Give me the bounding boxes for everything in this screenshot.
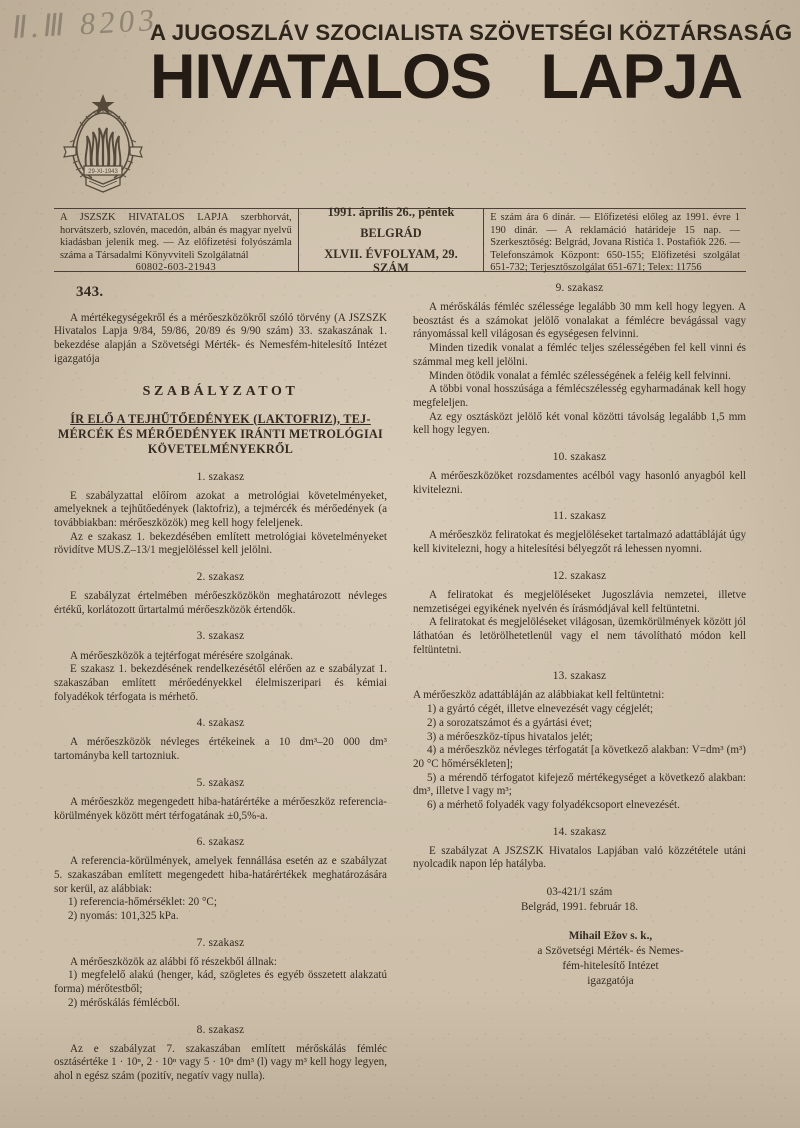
section-1-paragraph-1: E szabályzattal előírom azokat a metrológiai követelményeket, amelyeknek a tejhűtőedények (laktofriz), a tejmércék és mérőedények (a továbbiakban: mérőeszközök) meg kell hogy feleljenek. — [54, 489, 387, 529]
masthead-price-contact-box — [484, 209, 746, 274]
section-13-paragraph-1: A mérőeszköz adattábláján az alábbiakat kell feltüntetni: — [413, 689, 665, 702]
section-7-item-2: 2) mérőskálás fémlécből. — [68, 996, 180, 1009]
signer-name: Mihail Ežov s. k., — [568, 929, 653, 942]
masthead-kicker: A JUGOSZLÁV SZOCIALISTA SZÖVETSÉGI KÖZTÁRSASÁG — [150, 20, 793, 45]
document-number: 343. — [76, 284, 104, 300]
section-heading-5: 5. szakasz — [196, 776, 245, 789]
publication-info-text: A JSZSZK HIVATALOS LAPJA szerbhorvát, horvátszerb, szlovén, macedón, albán és magyar nyelvű kiadásban jelenik meg. — Az előfizetési folyószámla száma a Társadalmi Könyvviteli Szolgálatnál — [60, 212, 292, 261]
section-heading-14: 14. szakasz — [552, 825, 607, 838]
section-heading-2: 2. szakasz — [196, 571, 245, 584]
section-heading-13: 13. szakasz — [552, 670, 607, 683]
enactment-word: SZABÁLYZATOT — [142, 384, 299, 400]
masthead-issue-info-box — [299, 204, 484, 276]
subscription-account-number: 60802-603-21943 — [135, 262, 217, 274]
issue-city: BELGRÁD — [360, 225, 422, 240]
section-6-item-2: 2) nyomás: 101,325 kPa. — [68, 910, 179, 923]
masthead-titles — [150, 20, 793, 112]
section-13-item-3: 3) a mérőeszköz-típus hivatalos jelét; — [427, 730, 593, 743]
document-subtitle — [54, 412, 387, 457]
body-columns — [54, 281, 746, 1084]
masthead-title — [150, 42, 782, 112]
issue-volume-number: XLVII. ÉVFOLYAM, 29. SZÁM — [324, 246, 458, 276]
document-preamble: A mértékegységekről és a mérőeszközökről szóló törvény (A JSZSZK Hivatalos Lapja 9/84, 59/86, 20/89 és 9/90 szám) 33. szakaszának 1. bekezdése alapján a Szövetségi Mérték- és Nemesfém-hitelesítő Intézet igazgatója — [54, 311, 387, 365]
section-13-item-6: 6) a mérhető folyadék vagy folyadékcsoport elnevezését. — [427, 798, 680, 811]
masthead-publication-info-box — [54, 209, 299, 274]
closing-reference-number: 03-421/1 szám — [546, 886, 613, 899]
section-14-paragraph-1: E szabályzat A JSZSZK Hivatalos Lapjában való közzététele utáni nyolcadik napon lép hatályba. — [413, 844, 746, 871]
section-12-paragraph-2: A feliratokat és megjelöléseket világosan, üzemkörülmények között jól láthatóan és letörölhetetlenül vagy el nem távolítható módon kell feltüntetni. — [413, 616, 746, 656]
section-9-paragraph-5: Az egy osztásközt jelölő két vonal közötti távolság legalább 1,5 mm kell hogy legyen. — [413, 410, 746, 437]
masthead-info-strip — [54, 204, 746, 276]
document-subtitle-line-2: MÉRCÉK ÉS MÉRŐEDÉNYEK IRÁNTI METROLÓGIAI — [57, 426, 384, 441]
section-heading-7: 7. szakasz — [196, 936, 245, 949]
section-10-paragraph-1: A mérőeszközöket rozsdamentes acélból vagy hasonló anyagból kell kivitelezni. — [413, 470, 746, 496]
section-heading-1: 1. szakasz — [196, 470, 245, 483]
section-heading-6: 6. szakasz — [196, 836, 245, 849]
signer-title-line-2: fém-hitelesítő Intézet — [562, 959, 659, 972]
section-9-paragraph-4: A többi vonal hosszúsága a fémlécszélesség egyharmadának kell hogy megfeleljen. — [413, 383, 746, 409]
section-3-paragraph-1: A mérőeszközök a tejtérfogat mérésére szolgának. — [70, 649, 294, 662]
section-5-paragraph-1: A mérőeszköz megengedett hiba-határértéke a mérőeszköz referencia-körülmények között mért térfogatának ±0,5%-a. — [54, 795, 387, 822]
section-9-paragraph-2: Minden tizedik vonalat a fémléc teljes szélességében fel kell vinni és számmal meg kell jelölni. — [413, 342, 746, 368]
section-heading-3: 3. szakasz — [196, 630, 245, 643]
signature-block — [413, 929, 746, 989]
section-6-paragraph-1: A referencia-körülmények, amelyek fennállása esetén az e szabályzat 5. szakaszában említett megengedett hiba-határértékek meghatározására sor kerül, az alábbiak: — [54, 855, 387, 895]
section-9-paragraph-3: Minden ötödik vonalat a fémléc szélességének a feléig kell felvinni. — [429, 369, 731, 382]
issue-date: 1991. április 26., péntek — [327, 204, 455, 219]
signer-title-line-1: a Szövetségi Mérték- és Nemes- — [537, 944, 684, 957]
section-heading-10: 10. szakasz — [552, 450, 607, 463]
closing-reference-block — [413, 885, 746, 914]
section-8-paragraph-1: Az e szabályzat 7. szakaszában említett mérőskálás fémléc osztásértéke 1 · 10ⁿ, 2 · 10ⁿ vagy 5 · 10ⁿ dm³ (l) vagy m³ kell hogy legyen, ahol n egész szám (pozitív, negatív vagy nulla). — [54, 1042, 387, 1082]
section-13-item-4: 4) a mérőeszköz névleges térfogatát [a következő alakban: V=dm³ (m³) 20 °C hőmérsékleten]; — [413, 744, 746, 770]
section-13-item-5: 5) a mérendő térfogatot kifejező mértékegységet a következő alakban: dm³, illetve l vagy m³; — [413, 771, 746, 798]
section-7-item-1: 1) megfelelő alakú (henger, kád, szögletes és egyéb összetett alakzatú forma) mérőtestből; — [54, 969, 387, 996]
section-9-paragraph-1: A mérőskálás fémléc szélessége legalább 30 mm kell hogy legyen. A beosztást és a számokat jelölő vonalakat a fémlécre bevágással vagy rányomással kell világosan és egységesen felvinni. — [413, 301, 746, 341]
document-subtitle-line-1: ÍR ELŐ A TEJHŰTŐEDÉNYEK (LAKTOFRIZ), TEJ- — [70, 411, 371, 426]
closing-place-date: Belgrád, 1991. február 18. — [520, 900, 639, 913]
price-contact-text: E szám ára 6 dinár. — Előfizetési előleg az 1991. évre 1 190 dinár. — A reklamáció határideje 15 nap. — Szerkesztőség: Belgrád, Jovana Ristića 1. Postafiók 226. — Telefonszámok Központ: 650-155; Előfizetési szolgálat 651-732; Terjesztőszolgálat 651-671; Telex: 11756 — [490, 212, 740, 274]
section-1-paragraph-2: Az e szakasz 1. bekezdésében említett metrológiai követelményeket rövidítve MUS.Z–13/1 megjelöléssel kell jelölni. — [54, 530, 387, 557]
handwritten-annotation: Ⅱ.Ⅲ 8203 — [10, 1, 160, 46]
section-6-item-1: 1) referencia-hőmérséklet: 20 °C; — [68, 896, 217, 909]
masthead-title-word-2: LAPJA — [540, 42, 743, 112]
section-13-item-2: 2) a sorozatszámot és a gyártási évet; — [427, 716, 593, 729]
section-4-paragraph-1: A mérőeszközök névleges értékeinek a 10 dm³–20 000 dm³ tartományba kell tartozniuk. — [54, 736, 387, 763]
yugoslav-coat-of-arms-emblem — [56, 92, 150, 196]
section-2-paragraph-1: E szabályzat értelmében mérőeszközökön meghatározott névleges értékű, korlátozott űrtartalmú mérőeszközök értendők. — [54, 590, 387, 616]
column-left — [54, 281, 400, 1084]
section-heading-8: 8. szakasz — [196, 1023, 245, 1036]
section-13-item-1: 1) a gyártó cégét, illetve elnevezését vagy cégjelét; — [427, 703, 654, 716]
section-heading-4: 4. szakasz — [196, 717, 245, 730]
masthead-title-word-1: HIVATALOS — [150, 42, 491, 112]
masthead — [0, 0, 800, 198]
section-heading-11: 11. szakasz — [552, 510, 607, 523]
emblem-banner-date: 29-XI-1943 — [88, 169, 118, 175]
section-11-paragraph-1: A mérőeszköz feliratokat és megjelöléseket tartalmazó adattábláját úgy kell kivitelezni, hogy a hitelesítési bélyegzőt rá lehessen nyomni. — [413, 529, 746, 556]
column-right — [400, 281, 746, 1084]
section-heading-9: 9. szakasz — [555, 282, 604, 294]
section-heading-12: 12. szakasz — [552, 569, 607, 582]
document-subtitle-line-3: KÖVETELMÉNYEKRŐL — [147, 441, 294, 456]
section-7-paragraph-1: A mérőeszközök az alábbi fő részekből állnak: — [70, 955, 277, 968]
section-3-paragraph-2: E szakasz 1. bekezdésének rendelkezésétől elérően az e szabályzat 1. szakaszában említett mérőedényekkel élelmiszeripari és kémiai folyadékok térfogata is mérhető. — [54, 663, 387, 703]
section-12-paragraph-1: A feliratokat és megjelöléseket Jugoszlávia nemzetei, illetve nemzetiségei egyikének nyelvén és írásmódjával kell feltüntetni. — [413, 588, 746, 615]
signer-title-line-3: igazgatója — [587, 974, 634, 987]
